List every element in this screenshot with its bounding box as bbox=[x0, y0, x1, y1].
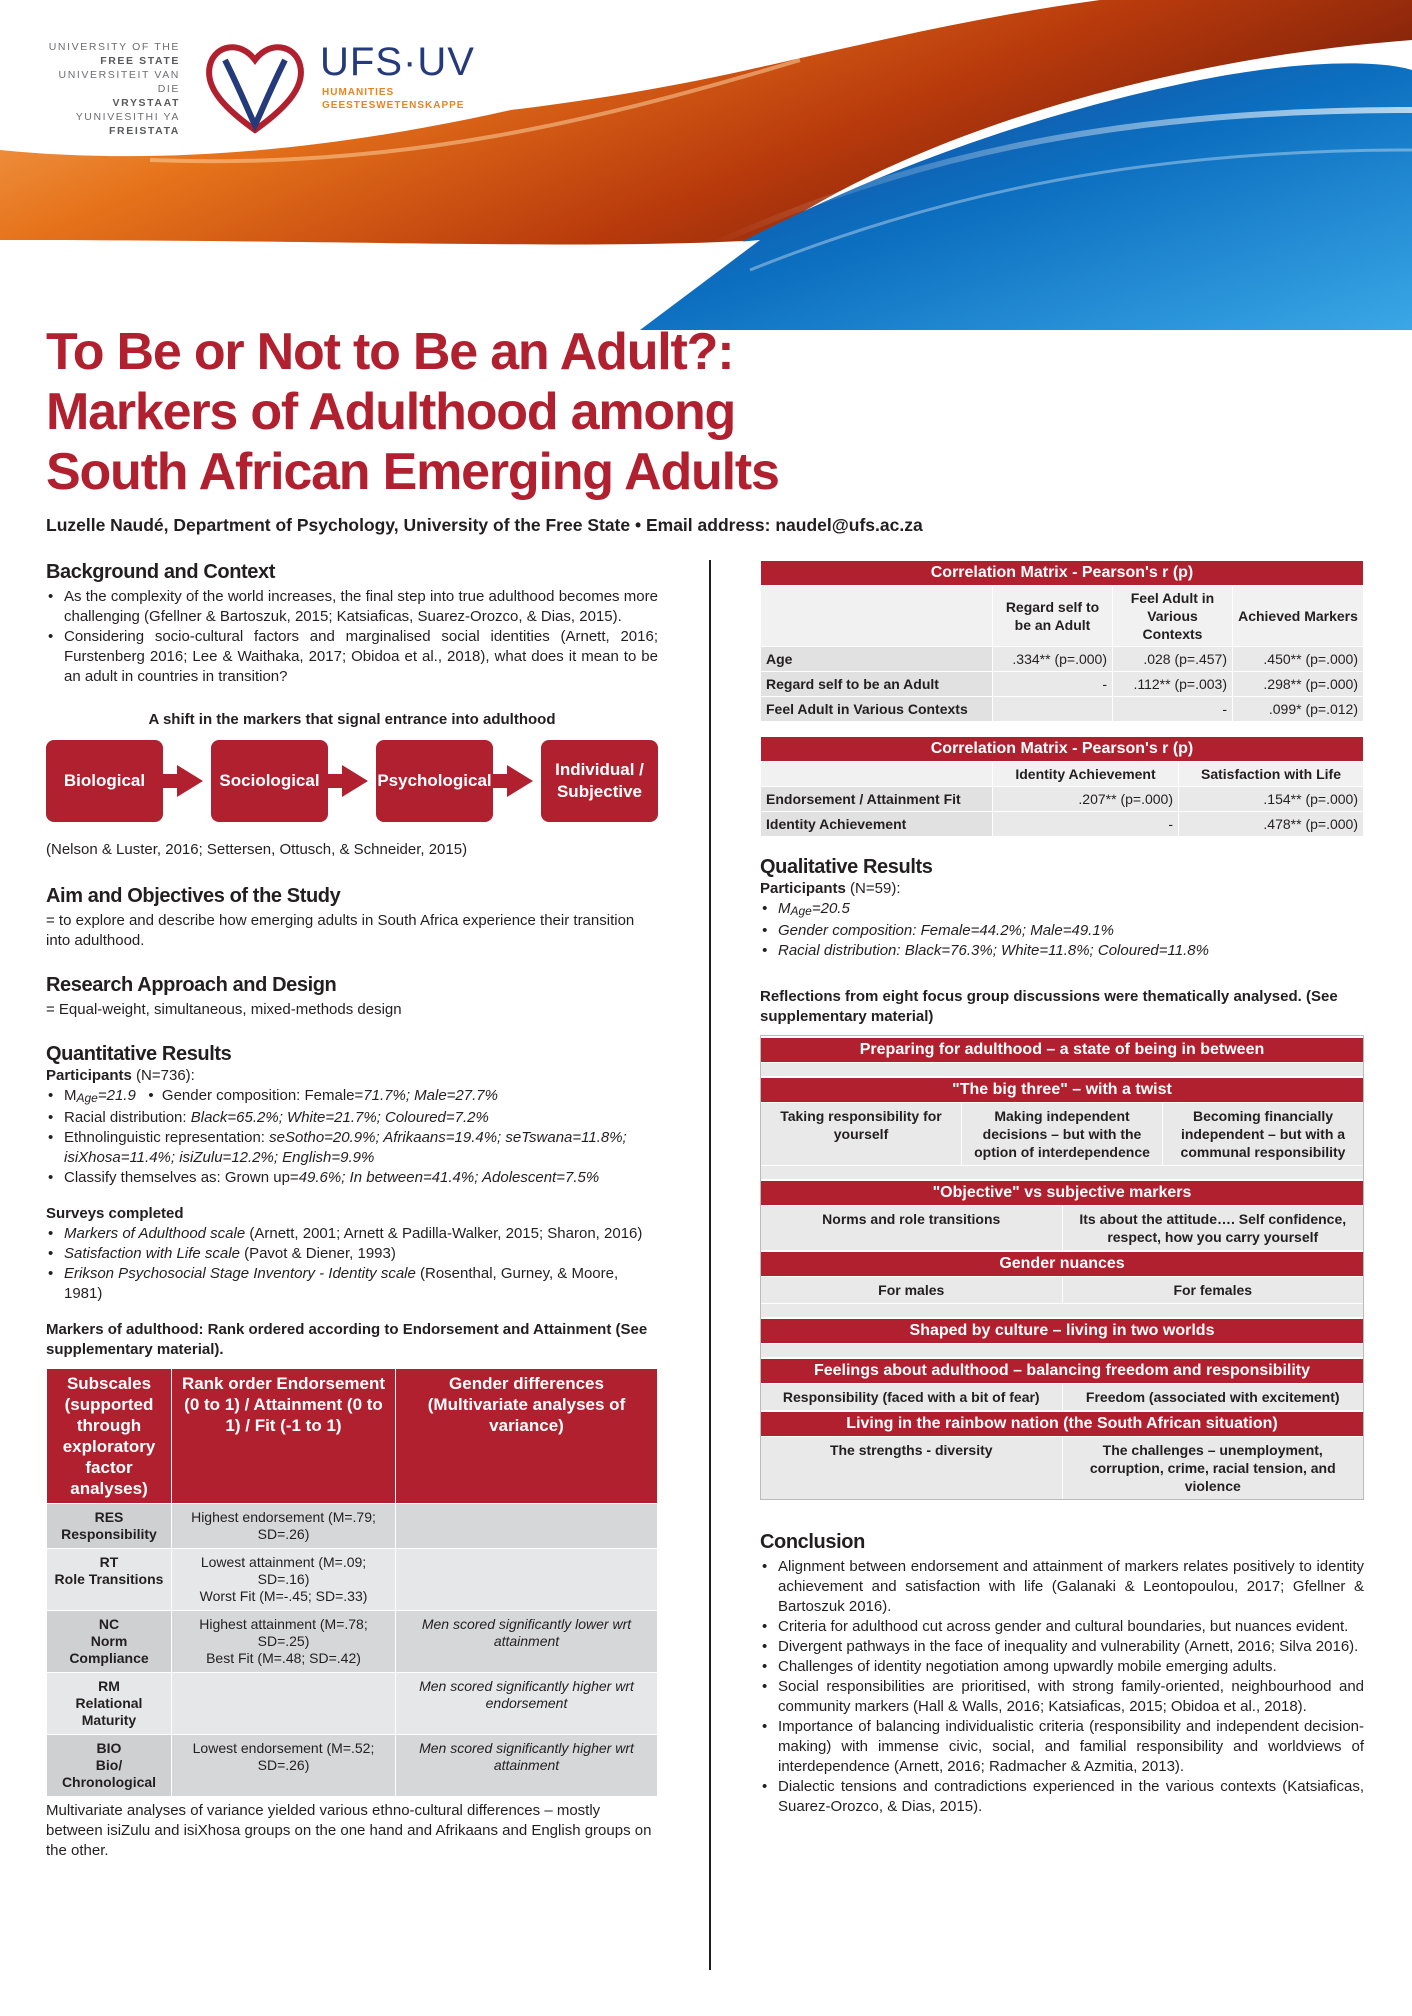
row-label: Feel Adult in Various Contexts bbox=[761, 697, 993, 722]
table-cell: Highest endorsement (M=.79; SD=.26) bbox=[172, 1504, 396, 1549]
correlation-table-2 bbox=[760, 736, 1364, 837]
table-row bbox=[47, 1549, 658, 1611]
theme-cell: Taking responsibility for yourself bbox=[780, 1108, 942, 1142]
row-label: Endorsement / Attainment Fit bbox=[761, 787, 993, 812]
background-bullets bbox=[46, 587, 658, 687]
theme-bar: Shaped by culture – living in two worlds bbox=[761, 1317, 1363, 1343]
table-header-row bbox=[761, 762, 1364, 787]
qual-participants: Participants (N=59): bbox=[760, 880, 901, 897]
flow-arrow-icon bbox=[493, 765, 541, 797]
table-header: Regard self to be an Adult bbox=[993, 586, 1113, 647]
theme-cell: Norms and role transitions bbox=[822, 1211, 1001, 1227]
correlation-caption: Correlation Matrix - Pearson's r (p) bbox=[761, 737, 1364, 762]
table-cell: .478** (p=.000) bbox=[1179, 812, 1364, 837]
ufs-heart-logo-icon bbox=[200, 30, 310, 140]
theme-cell: For females bbox=[1062, 1277, 1364, 1303]
background-bullet: • Considering socio-cultural factors and marginalised social identities (Arnett, 2016; Furstenberg 2016; Lee & Waithaka, 2017; Obidoa et al., 2018), what does it mean to be an adult in countries in transition? bbox=[46, 627, 658, 687]
table-cell: .450** (p=.000) bbox=[1233, 647, 1364, 672]
approach-text: = Equal-weight, simultaneous, mixed-methods design bbox=[46, 1001, 402, 1018]
table-cell bbox=[396, 1504, 658, 1549]
table-row bbox=[761, 812, 1364, 837]
conclusion-bullet: • Dialectic tensions and contradictions experienced in the various contexts (Katsiaficas, Suarez-Orozco, & Dias, 2015). bbox=[760, 1777, 1364, 1817]
background-section bbox=[46, 560, 658, 687]
table-row bbox=[47, 1611, 658, 1673]
table-cell: .298** (p=.000) bbox=[1233, 672, 1364, 697]
table-row bbox=[761, 647, 1364, 672]
approach-section bbox=[46, 973, 658, 1020]
qual-bullet: • Gender composition: Female=44.2%; Male=49.1% bbox=[760, 921, 1364, 941]
aim-section bbox=[46, 884, 658, 951]
table-cell: BIO Bio/ Chronological bbox=[47, 1735, 172, 1797]
surveys-heading: Surveys completed bbox=[46, 1205, 184, 1222]
table-cell: Lowest endorsement (M=.52; SD=.26) bbox=[172, 1735, 396, 1797]
table-cell: Lowest attainment (M=.09; SD=.16) Worst Fit (M=-.45; SD=.33) bbox=[172, 1549, 396, 1611]
conclusion-heading: Conclusion bbox=[760, 1531, 865, 1553]
markers-flow-diagram bbox=[46, 740, 658, 822]
table-header-row bbox=[47, 1369, 658, 1504]
table-cell bbox=[172, 1673, 396, 1735]
quant-section bbox=[46, 1042, 658, 1861]
table-cell: - bbox=[993, 812, 1179, 837]
table-header: Identity Achievement bbox=[993, 762, 1179, 787]
table-header: Achieved Markers bbox=[1233, 586, 1364, 647]
theme-bar: Preparing for adulthood – a state of being in between bbox=[761, 1036, 1363, 1062]
table-cell: Men scored significantly higher wrt endorsement bbox=[396, 1673, 658, 1735]
markers-table bbox=[46, 1368, 658, 1797]
table-cell bbox=[396, 1549, 658, 1611]
theme-bar: "Objective" vs subjective markers bbox=[761, 1179, 1363, 1205]
table-cell: .334** (p=.000) bbox=[993, 647, 1113, 672]
surveys-list bbox=[46, 1224, 658, 1304]
aim-text: = to explore and describe how emerging adults in South Africa experience their transition into adulthood. bbox=[46, 912, 635, 949]
flow-arrow-icon bbox=[328, 765, 376, 797]
survey-item: • Markers of Adulthood scale (Arnett, 2001; Arnett & Padilla-Walker, 2015; Sharon, 2016) bbox=[46, 1224, 658, 1244]
quant-bullet: • MAge=21.9 • Gender composition: Female=71.7%; Male=27.7% bbox=[46, 1086, 658, 1108]
quant-heading: Quantitative Results bbox=[46, 1043, 232, 1065]
qual-reflections: Reflections from eight focus group discussions were thematically analysed. (See supplementary material) bbox=[760, 988, 1338, 1025]
logo-name: UFS·UV bbox=[320, 40, 475, 84]
theme-bar: "The big three" – with a twist bbox=[761, 1076, 1363, 1102]
table-row bbox=[761, 697, 1364, 722]
table-cell: .154** (p=.000) bbox=[1179, 787, 1364, 812]
flow-arrow-icon bbox=[163, 765, 211, 797]
table-cell: Highest attainment (M=.78; SD=.25) Best Fit (M=.48; SD=.42) bbox=[172, 1611, 396, 1673]
flow-citation: (Nelson & Luster, 2016; Settersen, Ottusch, & Schneider, 2015) bbox=[46, 841, 468, 858]
table-cell: - bbox=[1113, 697, 1233, 722]
table-row bbox=[47, 1673, 658, 1735]
university-line: FREISTATA bbox=[109, 125, 180, 137]
row-label: Regard self to be an Adult bbox=[761, 672, 993, 697]
table-row bbox=[761, 672, 1364, 697]
left-column bbox=[46, 560, 658, 1861]
row-label: Age bbox=[761, 647, 993, 672]
title-line: Markers of Adulthood among bbox=[46, 383, 736, 441]
theme-row bbox=[761, 1383, 1363, 1410]
flow-box-psychological: Psychological bbox=[376, 740, 493, 822]
blank-row bbox=[761, 1303, 1363, 1317]
qual-section bbox=[760, 855, 1364, 1500]
flow-box-individual: Individual / Subjective bbox=[541, 740, 658, 822]
background-bullet: • As the complexity of the world increases, the final step into true adulthood becomes more challenging (Gfellner & Bartoszuk, 2015; Katsiaficas, Suarez-Orozco, & Dias, 2015). bbox=[46, 587, 658, 627]
quant-bullet: • Racial distribution: Black=65.2%; White=21.7%; Coloured=7.2% bbox=[46, 1108, 658, 1128]
title-line: South African Emerging Adults bbox=[46, 443, 779, 501]
table-header: Rank order Endorsement (0 to 1) / Attainment (0 to 1) / Fit (-1 to 1) bbox=[172, 1369, 396, 1504]
logo-subtitle bbox=[322, 86, 464, 112]
title-line: To Be or Not to Be an Adult?: bbox=[46, 323, 734, 381]
correlation-table-1 bbox=[760, 560, 1364, 722]
theme-row bbox=[761, 1276, 1363, 1303]
conclusion-bullets bbox=[760, 1557, 1364, 1817]
table-cell: .028 (p=.457) bbox=[1113, 647, 1233, 672]
university-line: YUNIVESITHI YA bbox=[75, 111, 180, 123]
theme-cell: For males bbox=[878, 1282, 945, 1298]
survey-item: • Erikson Psychosocial Stage Inventory - Identity scale (Rosenthal, Gurney, & Moore, 1981) bbox=[46, 1264, 658, 1304]
quant-participants: Participants (N=736): bbox=[46, 1067, 195, 1084]
table-cell: Men scored significantly higher wrt attainment bbox=[396, 1735, 658, 1797]
shift-title: A shift in the markers that signal entrance into adulthood bbox=[148, 711, 556, 728]
table-cell: RES Responsibility bbox=[47, 1504, 172, 1549]
blank-row bbox=[761, 1343, 1363, 1357]
table-header-row bbox=[761, 586, 1364, 647]
header-banner bbox=[0, 0, 1412, 330]
markers-heading: Markers of adulthood: Rank ordered according to Endorsement and Attainment (See supplementary material). bbox=[46, 1321, 648, 1358]
theme-cell: Becoming financially independent – but with a communal responsibility bbox=[1162, 1103, 1363, 1165]
table-row bbox=[761, 787, 1364, 812]
conclusion-bullet: • Divergent pathways in the face of inequality and vulnerability (Arnett, 2016; Silva 2016). bbox=[760, 1637, 1364, 1657]
table-row bbox=[47, 1504, 658, 1549]
table-cell: .207** (p=.000) bbox=[993, 787, 1179, 812]
table-cell: NC Norm Compliance bbox=[47, 1611, 172, 1673]
table-header: Subscales (supported through exploratory factor analyses) bbox=[47, 1369, 172, 1504]
theme-cell: The strengths - diversity bbox=[829, 1442, 993, 1458]
table-cell: RM Relational Maturity bbox=[47, 1673, 172, 1735]
university-line: VRYSTAAT bbox=[112, 97, 180, 109]
quant-bullet: • Classify themselves as: Grown up=49.6%; In between=41.4%; Adolescent=7.5% bbox=[46, 1168, 658, 1188]
blank-row bbox=[761, 1165, 1363, 1179]
conclusion-section bbox=[760, 1530, 1364, 1817]
theme-cell: Its about the attitude…. Self confidence, respect, how you carry yourself bbox=[1062, 1206, 1364, 1250]
theme-row bbox=[761, 1436, 1363, 1499]
theme-bar: Gender nuances bbox=[761, 1250, 1363, 1276]
qual-heading: Qualitative Results bbox=[760, 856, 933, 878]
theme-cell: The challenges – unemployment, corruption, crime, racial tension, and violence bbox=[1062, 1437, 1364, 1499]
approach-heading: Research Approach and Design bbox=[46, 974, 337, 996]
conclusion-bullet: • Criteria for adulthood cut across gender and cultural boundaries, but nuances evident. bbox=[760, 1617, 1364, 1637]
conclusion-bullet: • Alignment between endorsement and attainment of markers relates positively to identity achievement and satisfaction with life (Galanaki & Leontopoulou, 2017; Gfellner & Bartoszuk 2016). bbox=[760, 1557, 1364, 1617]
theme-row bbox=[761, 1205, 1363, 1250]
flow-box-biological: Biological bbox=[46, 740, 163, 822]
row-label: Identity Achievement bbox=[761, 812, 993, 837]
theme-row bbox=[761, 1102, 1363, 1165]
table-cell: .112** (p=.003) bbox=[1113, 672, 1233, 697]
university-name-block bbox=[40, 40, 180, 138]
table-cell bbox=[993, 697, 1113, 722]
right-column bbox=[760, 560, 1364, 1817]
blank-row bbox=[761, 1062, 1363, 1076]
conclusion-bullet: • Importance of balancing individualistic criteria (responsibility and independent decision-making) with immense civic, social, and familial responsibility and worldviews of interdependence (Arnett, 2016; Radmacher & Azmitia, 2013). bbox=[760, 1717, 1364, 1777]
table-header: Gender differences (Multivariate analyses of variance) bbox=[396, 1369, 658, 1504]
author-line: Luzelle Naudé, Department of Psychology, University of the Free State • Email address: naudel@ufs.ac.za bbox=[46, 515, 923, 535]
qual-participant-bullets bbox=[760, 899, 1364, 961]
quant-bullet: • Ethnolinguistic representation: seSotho=20.9%; Afrikaans=19.4%; seTswana=11.8%; isiXhosa=11.4%; isiZulu=12.2%; English=9.9% bbox=[46, 1128, 658, 1168]
logo-sub-line: HUMANITIES bbox=[322, 87, 395, 98]
table-cell: Men scored significantly lower wrt attainment bbox=[396, 1611, 658, 1673]
logo-sub-line: GEESTESWETENSKAPPE bbox=[322, 100, 465, 111]
university-line: UNIVERSITEIT VAN DIE bbox=[58, 69, 180, 95]
background-heading: Background and Context bbox=[46, 561, 275, 583]
qual-bullet: • MAge=20.5 bbox=[760, 899, 1364, 921]
poster-title bbox=[46, 322, 806, 502]
qual-themes-table bbox=[760, 1035, 1364, 1500]
theme-bar: Living in the rainbow nation (the South African situation) bbox=[761, 1410, 1363, 1436]
table-header: Feel Adult in Various Contexts bbox=[1113, 586, 1233, 647]
survey-item: • Satisfaction with Life scale (Pavot & Diener, 1993) bbox=[46, 1244, 658, 1264]
quant-footnote: Multivariate analyses of variance yielded various ethno-cultural differences – mostly between isiZulu and isiXhosa groups on the one hand and Afrikaans and English groups on the other. bbox=[46, 1802, 652, 1859]
theme-cell: Freedom (associated with excitement) bbox=[1062, 1384, 1364, 1410]
qual-bullet: • Racial distribution: Black=76.3%; White=11.8%; Coloured=11.8% bbox=[760, 941, 1364, 961]
conclusion-bullet: • Social responsibilities are prioritised, with strong family-oriented, neighbourhood and community markers (Hall & Walls, 2016; Katsiaficas, 2015; Obidoa et al., 2018). bbox=[760, 1677, 1364, 1717]
correlation-caption: Correlation Matrix - Pearson's r (p) bbox=[761, 561, 1364, 586]
aim-heading: Aim and Objectives of the Study bbox=[46, 885, 341, 907]
table-cell: - bbox=[993, 672, 1113, 697]
flow-box-sociological: Sociological bbox=[211, 740, 328, 822]
university-line: UNIVERSITY OF THE bbox=[48, 41, 180, 53]
column-divider bbox=[709, 560, 711, 1970]
university-line: FREE STATE bbox=[100, 55, 180, 67]
theme-cell: Making independent decisions – but with the option of interdependence bbox=[961, 1103, 1162, 1165]
conclusion-bullet: • Challenges of identity negotiation among upwardly mobile emerging adults. bbox=[760, 1657, 1364, 1677]
table-header: Satisfaction with Life bbox=[1179, 762, 1364, 787]
theme-bar: Feelings about adulthood – balancing freedom and responsibility bbox=[761, 1357, 1363, 1383]
table-row bbox=[47, 1735, 658, 1797]
quant-participant-bullets bbox=[46, 1086, 658, 1188]
table-cell: .099* (p=.012) bbox=[1233, 697, 1364, 722]
theme-cell: Responsibility (faced with a bit of fear) bbox=[782, 1389, 1040, 1405]
table-cell: RT Role Transitions bbox=[47, 1549, 172, 1611]
